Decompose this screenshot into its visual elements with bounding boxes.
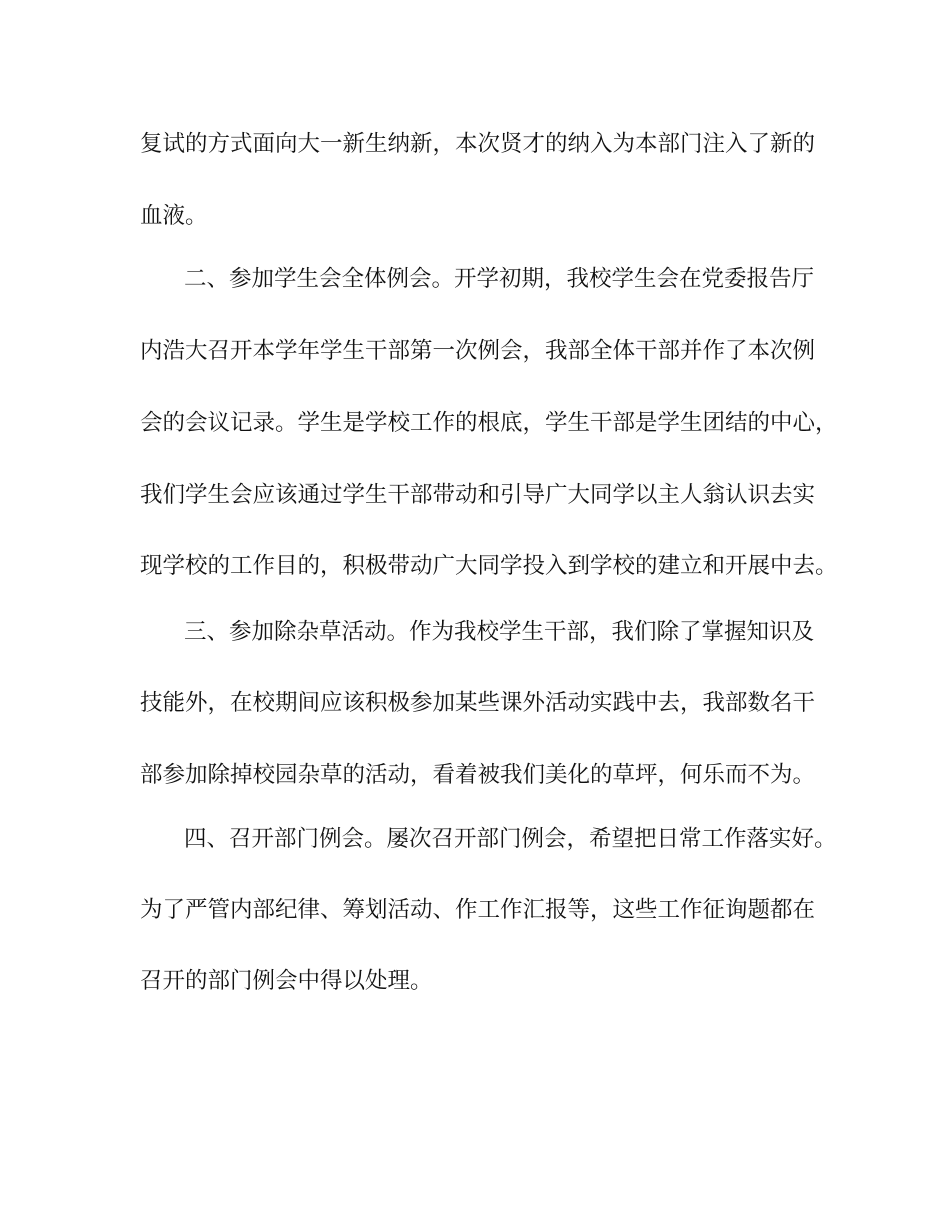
text-line-3: 二、参加学生会全体例会。开学初期，我校学生会在党委报告厅 bbox=[184, 266, 815, 292]
text-line-7: 现学校的工作目的，积极带动广大同学投入到学校的建立和开展中去。 bbox=[140, 553, 838, 579]
text-line-1: 复试的方式面向大一新生纳新，本次贤才的纳入为本部门注入了新的 bbox=[140, 131, 816, 157]
text-line-12: 为了严管内部纪律、筹划活动、作工作汇报等，这些工作征询题都在 bbox=[140, 897, 816, 923]
text-line-13: 召开的部门例会中得以处理。 bbox=[140, 968, 433, 994]
text-line-8: 三、参加除杂草活动。作为我校学生干部，我们除了掌握知识及 bbox=[184, 619, 815, 645]
text-line-11: 四、召开部门例会。屡次召开部门例会，希望把日常工作落实好。 bbox=[184, 826, 837, 852]
text-line-10: 部参加除掉校园杂草的活动，看着被我们美化的草坪，何乐而不为。 bbox=[140, 762, 816, 788]
text-line-9: 技能外，在校期间应该积极参加某些课外活动实践中去，我部数名干 bbox=[140, 690, 816, 716]
text-line-4: 内浩大召开本学年学生干部第一次例会，我部全体干部并作了本次例 bbox=[140, 338, 816, 364]
text-line-6: 我们学生会应该通过学生干部带动和引导广大同学以主人翁认识去实 bbox=[140, 482, 816, 508]
text-line-5: 会的会议记录。学生是学校工作的根底，学生干部是学生团结的中心， bbox=[140, 410, 838, 436]
text-line-2: 血液。 bbox=[140, 203, 208, 229]
